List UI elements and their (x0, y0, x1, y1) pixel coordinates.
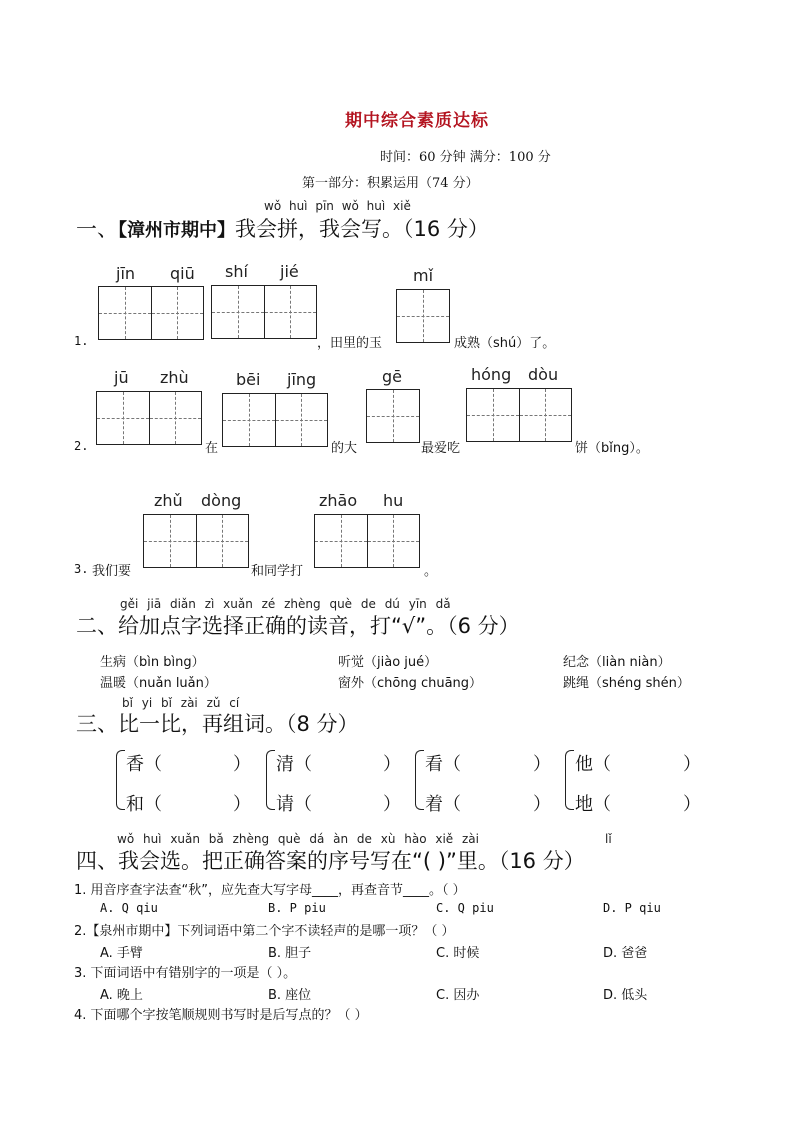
brace-3 (415, 750, 424, 810)
write-box-mi[interactable] (396, 289, 450, 343)
py-zhu: zhù (160, 368, 189, 387)
py-ju: jū (114, 368, 129, 387)
s2-item-tiaosheng[interactable]: 跳绳（shéng shén） (563, 676, 690, 691)
brace-1 (116, 750, 125, 810)
py-jing: jīng (287, 370, 317, 389)
s4-heading-pinyin: wǒ huì xuǎn bǎ zhèng què dá àn de xù hào xiě zài (117, 832, 479, 846)
brace-4 (565, 750, 574, 810)
s3-close: ） (383, 794, 401, 815)
s4-q1-option-b[interactable]: B. P piu (268, 901, 326, 915)
s3-char-qing: 清（ (276, 754, 312, 775)
time-info: 时间：60 分钟 满分：100 分 (380, 150, 551, 165)
py-dou: dòu (528, 365, 559, 384)
s4-question-1: 1. 用音序查字法查“秋”，应先查大写字母____，再查音节____。（ ） (74, 883, 466, 898)
s4-heading: 四、我会选。把正确答案的序号写在“( )”里。（16 分） (76, 849, 585, 873)
py-jie: jié (280, 262, 299, 281)
s3-close: ） (383, 754, 401, 775)
write-box-ge[interactable] (366, 389, 420, 443)
q3-number: 3. (74, 562, 89, 576)
s4-q2-option-d[interactable]: D. 爸爸 (603, 946, 648, 961)
s4-question-3: 3. 下面词语中有错别字的一项是（ ）。 (74, 966, 297, 981)
part-one-label: 第一部分：积累运用（74 分） (302, 176, 479, 191)
s4-q2-option-a[interactable]: A. 手臂 (100, 946, 143, 961)
py-zhu3: zhǔ (154, 491, 183, 510)
page-title: 期中综合素质达标 (345, 111, 489, 131)
s4-question-4: 4. 下面哪个字按笔顺规则书写时是后写点的？（ ） (74, 1008, 368, 1023)
py-zhao: zhāo (319, 491, 358, 510)
py-dong: dòng (201, 491, 242, 510)
write-box-zhudong[interactable] (143, 514, 249, 568)
write-box-juzhu[interactable] (96, 391, 202, 445)
write-box-beijing[interactable] (222, 393, 328, 447)
s3-char-kan: 看（ (425, 754, 461, 775)
s2-item-wennuan[interactable]: 温暖（nuǎn luǎn） (100, 676, 217, 691)
q1-text-b: 成熟（shú）了。 (454, 336, 556, 351)
s3-char-qing2: 请（ (276, 794, 312, 815)
py-mi: mǐ (413, 266, 434, 285)
q2-number: 2. (74, 439, 89, 453)
s4-q3-option-a[interactable]: A. 晚上 (100, 988, 143, 1003)
s2-item-chuangwai[interactable]: 窗外（chōng chuāng） (338, 676, 483, 691)
s3-char-ta: 他（ (575, 754, 611, 775)
s2-heading-pinyin: gěi jiā diǎn zì xuǎn zé zhèng què de dú yīn dǎ (120, 597, 451, 611)
py-jin: jīn (116, 264, 136, 283)
s3-char-di: 地（ (575, 794, 611, 815)
s4-q1-option-a[interactable]: A. Q qiu (100, 901, 158, 915)
q3-text-b: 和同学打 (251, 564, 304, 579)
write-box-jinqiu[interactable] (98, 286, 204, 340)
s1-heading (76, 213, 489, 243)
s3-close: ） (533, 794, 551, 815)
q2-text-a: 在 (205, 441, 219, 456)
write-box-hongdou[interactable] (466, 388, 572, 442)
q3-text-a: 我们要 (92, 564, 132, 579)
s3-char-xiang: 香（ (126, 754, 162, 775)
s3-close: ） (233, 754, 251, 775)
s2-item-tingjue[interactable]: 听觉（jiào jué） (338, 655, 438, 670)
py-ge: gē (382, 367, 402, 386)
s3-heading-pinyin: bǐ yi bǐ zài zǔ cí (122, 696, 240, 710)
s1-heading-text: 我会拼，我会写。（16 分） (235, 217, 489, 241)
py-hu: hu (383, 491, 404, 510)
s3-char-he: 和（ (126, 794, 162, 815)
q2-text-d: 饼（bǐng）。 (575, 441, 649, 456)
s3-close: ） (683, 794, 701, 815)
s4-question-2: 2.【泉州市期中】下列词语中第二个字不读轻声的是哪一项？（ ） (74, 924, 455, 939)
write-box-zhaohu[interactable] (314, 514, 420, 568)
q3-text-c: 。 (424, 564, 438, 579)
s1-heading-pinyin: wǒ huì pīn wǒ huì xiě (264, 199, 411, 213)
py-hong: hóng (471, 365, 512, 384)
s4-heading-pinyin-li: lǐ (605, 832, 612, 846)
py-bei: bēi (236, 370, 261, 389)
s2-item-shengbing[interactable]: 生病（bìn bìng） (100, 655, 205, 670)
q1-text-a: ，田里的玉 (317, 336, 383, 351)
s2-item-jinian[interactable]: 纪念（liàn niàn） (563, 655, 671, 670)
s1-heading-tag: 【漳州市期中】 (118, 220, 235, 241)
write-box-shijie[interactable] (211, 285, 317, 339)
s4-q2-option-c[interactable]: C. 时候 (436, 946, 480, 961)
q2-text-c: 最爱吃 (421, 441, 461, 456)
s4-q1-option-d[interactable]: D. P qiu (603, 901, 661, 915)
q1-number: 1. (74, 334, 89, 348)
py-qiu: qiū (170, 264, 195, 283)
s4-q3-option-b[interactable]: B. 座位 (268, 988, 312, 1003)
q2-text-b: 的大 (331, 441, 358, 456)
brace-2 (266, 750, 275, 810)
py-shi: shí (225, 262, 248, 281)
s3-close: ） (683, 754, 701, 775)
s4-q1-option-c[interactable]: C. Q piu (436, 901, 494, 915)
s4-q3-option-c[interactable]: C. 因办 (436, 988, 480, 1003)
s3-close: ） (233, 794, 251, 815)
s4-q2-option-b[interactable]: B. 胆子 (268, 946, 312, 961)
s3-close: ） (533, 754, 551, 775)
s3-char-zhe: 着（ (425, 794, 461, 815)
s2-heading: 二、给加点字选择正确的读音，打“√”。（6 分） (76, 614, 520, 638)
s3-heading: 三、比一比，再组词。（8 分） (76, 712, 359, 736)
s1-heading-prefix: 一、 (76, 217, 118, 241)
s4-q3-option-d[interactable]: D. 低头 (603, 988, 648, 1003)
